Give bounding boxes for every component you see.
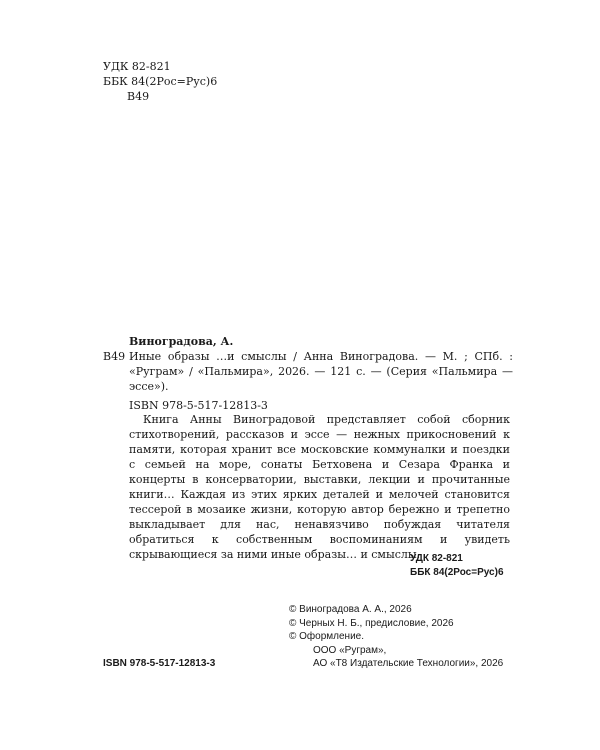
cutter-code: В49	[127, 90, 150, 103]
udk-code-bottom: УДК 82-821	[410, 553, 463, 564]
record-isbn: ISBN 978-5-517-12813-3	[129, 399, 268, 412]
classification-codes-bottom	[410, 552, 504, 580]
copyright-line: ООО «Руграм»,	[313, 644, 387, 656]
record-entry	[103, 349, 513, 394]
copyright-block	[289, 603, 503, 671]
bbk-code-bottom: ББК 84(2Рос=Рус)6	[410, 567, 504, 578]
annotation-text: Книга Анны Виноградовой представляет собой сборник стихотворений, рассказов и эссе — нежных прикосновений к памяти, которая хранит все московские коммуналки и поездки с семьей на море, сонаты Бетховена и Сезара Франка и концерты в консерватории, выставки, лекции и прочитанные книги… Каждая из этих ярких деталей и мелочей становится тессерой в мозаике жизни, которую автор бережно и трепетно выкладывает для нас, ненавязчиво побуждая читателя обратиться к собственным воспоминаниям и увидеть скрывающиеся за ними иные образы… и смыслы.	[129, 413, 510, 561]
isbn-bottom: ISBN 978-5-517-12813-3	[103, 658, 216, 669]
copyright-line: © Оформление.	[289, 631, 364, 642]
copyright-line: © Черных Н. Б., предисловие, 2026	[289, 617, 454, 629]
bbk-code: ББК 84(2Рос=Рус)6	[103, 75, 218, 88]
copyright-line: АО «Т8 Издательские Технологии», 2026	[313, 658, 504, 669]
udk-code: УДК 82-821	[103, 60, 171, 73]
copyright-line: © Виноградова А. А., 2026	[289, 604, 412, 615]
record-cutter-mark: В49	[103, 350, 126, 363]
record-description: Иные образы …и смыслы / Анна Виноградова. — М. ; СПб. : «Руграм» / «Пальмира», 2026. — 121 с. — (Серия «Пальмира — эссе»).	[129, 350, 513, 393]
bibliographic-record	[103, 334, 513, 413]
record-author: Виноградова, А.	[129, 335, 234, 348]
classification-codes-top	[103, 59, 217, 104]
